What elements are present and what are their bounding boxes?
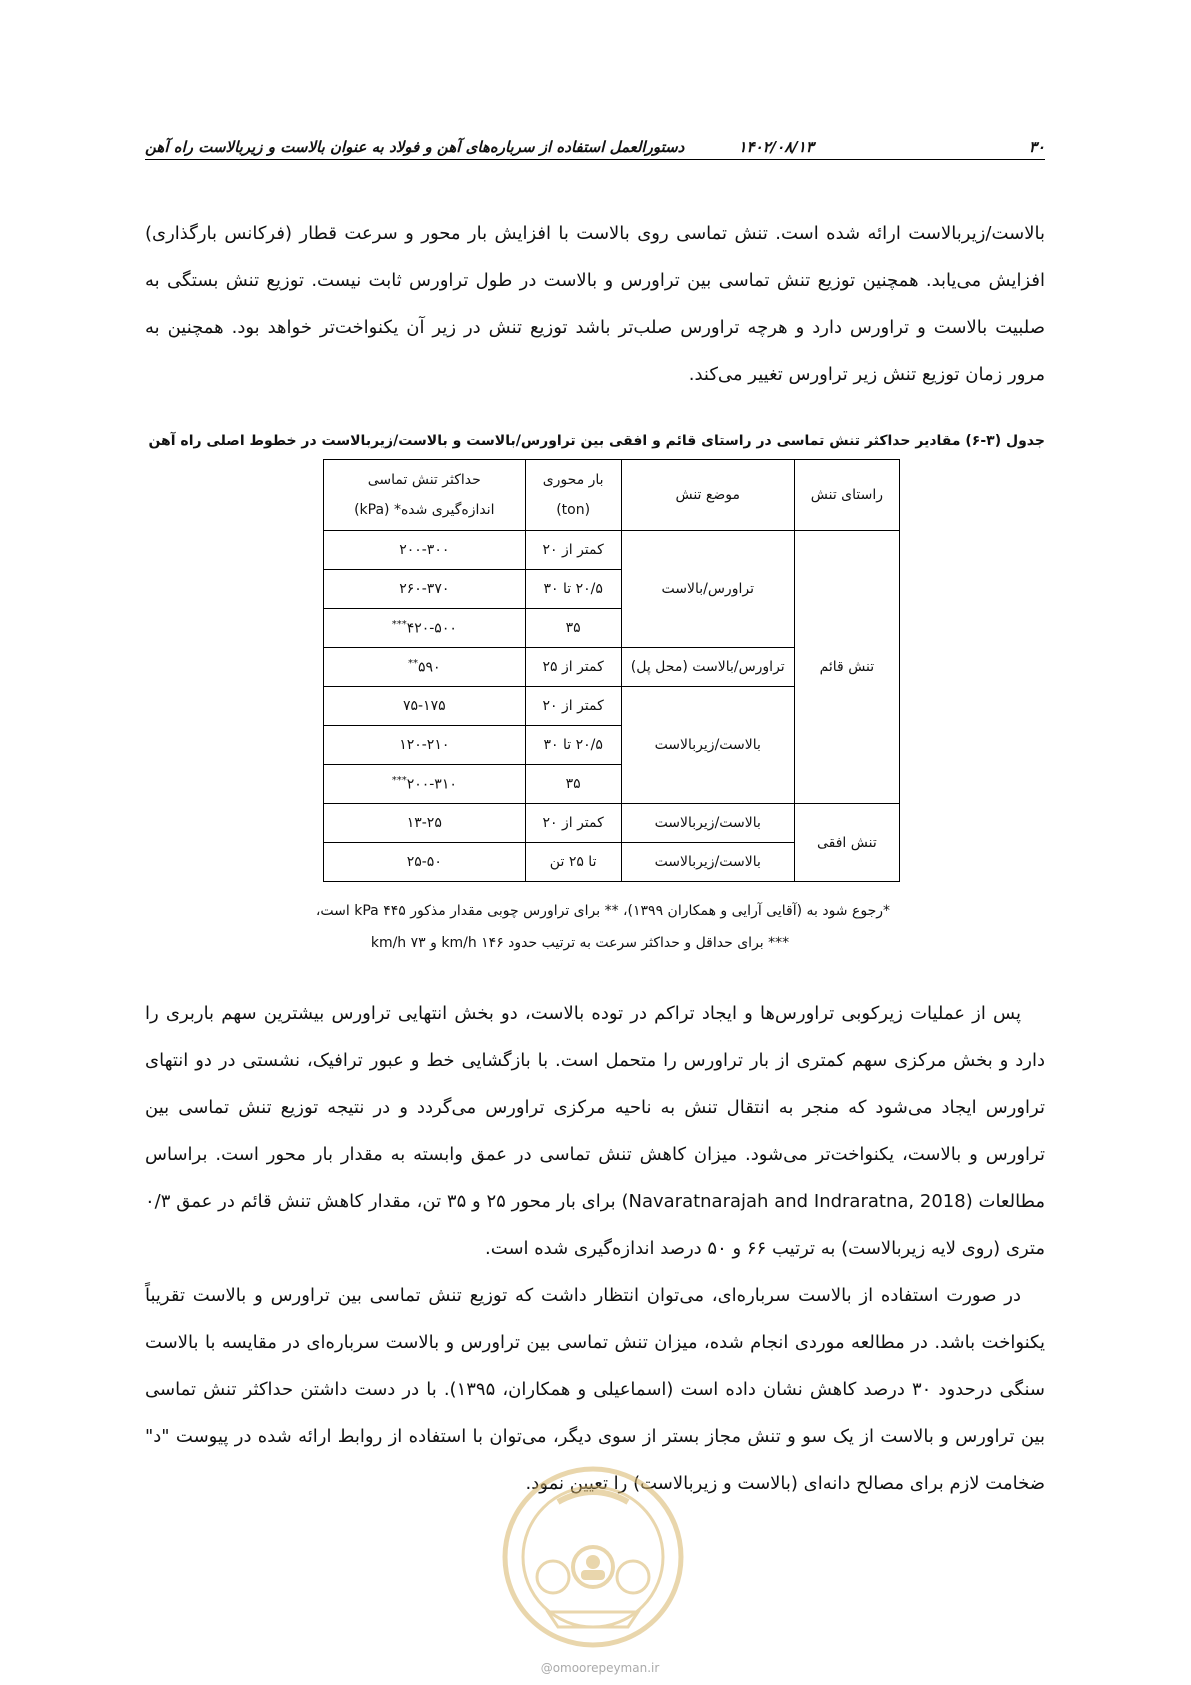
cell-axle: کمتر از ۲۰	[525, 531, 621, 570]
max-value: ۷۵-۱۷۵	[402, 698, 446, 714]
footnote-mark: ***	[391, 775, 407, 787]
cell-max	[324, 765, 526, 804]
cell-max	[324, 687, 526, 726]
table-footnote-2: *** برای حداقل و حداکثر سرعت به ترتیب حدود ۱۴۶ km/h و ۷۳ km/h	[370, 935, 790, 951]
cell-ballast-subballast: بالاست/زیربالاست	[621, 687, 794, 804]
cell-axle: ۲۰/۵ تا ۳۰	[525, 570, 621, 609]
header-location: موضع تنش	[621, 460, 794, 531]
cell-vertical-stress: تنش قائم	[794, 531, 899, 804]
paragraph-3: در صورت استفاده از بالاست سرباره‌ای، می‌توان انتظار داشت که توزیع تنش تماسی بین تراورس و بالاست تقریباً یکنواخت باشد. در مطالعه موردی انجام شده، میزان تنش تماسی بین تراورس و بالاست سرباره‌ای در مقایسه با بالاست سنگی درحدود ۳۰ درصد کاهش نشان داده است (اسماعیلی و همکاران، ۱۳۹۵). با در دست داشتن حداکثر تنش تماسی بین تراورس و بالاست از یک سو و تنش مجاز بستر از سوی دیگر، می‌توان با استفاده از روابط ارائه شده در پیوست "د" ضخامت لازم برای مصالح دانه‌ای (بالاست و زیربالاست) را تعیین نمود.	[145, 1285, 1045, 1494]
max-value: ۲۰۰-۳۰۰	[399, 542, 450, 558]
table-footnote-1: *رجوع شود به (آقایی آرایی و همکاران ۱۳۹۹)، ** برای تراورس چوبی مقدار مذکور ۴۴۵ kPa است،	[315, 903, 890, 919]
cell-sleeper-ballast-bridge: تراورس/بالاست (محل پل)	[621, 648, 794, 687]
paragraph-1: بالاست/زیربالاست ارائه شده است. تنش تماسی روی بالاست با افزایش بار محور و سرعت قطار (فرکانس بارگذاری) افزایش می‌یابد. همچنین توزیع تنش تماسی بین تراورس و بالاست در طول تراورس ثابت نیست. توزیع تنش بستگی به صلبیت بالاست و تراورس دارد و هرچه تراورس صلب‌تر باشد توزیع تنش در زیر آن یکنواخت‌تر خواهد بود. همچنین به مرور زمان توزیع تنش زیر تراورس تغییر می‌کند.	[145, 223, 1045, 385]
max-value: ۴۲۰-۵۰۰	[406, 620, 457, 637]
cell-max	[324, 804, 526, 843]
cell-max	[324, 726, 526, 765]
header-axle	[525, 460, 621, 531]
page-header	[145, 130, 1045, 160]
cell-ballast-subballast-h2: بالاست/زیربالاست	[621, 843, 794, 882]
header-direction: راستای تنش	[794, 460, 899, 531]
cell-horizontal-stress: تنش افقی	[794, 804, 899, 882]
watermark-site: @omoorepeyman.ir	[540, 1661, 660, 1675]
max-value: ۲۵-۵۰	[406, 854, 442, 870]
cell-axle: تا ۲۵ تن	[525, 843, 621, 882]
cell-max	[324, 648, 526, 687]
table-row	[324, 804, 900, 843]
cell-axle: کمتر از ۲۵	[525, 648, 621, 687]
max-value: ۱۲۰-۲۱۰	[399, 737, 450, 753]
table-header-row	[324, 460, 900, 531]
paragraph-2: پس از عملیات زیرکوبی تراورس‌ها و ایجاد تراکم در توده بالاست، دو بخش انتهایی تراورس بیشترین سهم باربری را دارد و بخش مرکزی سهم کمتری از بار تراورس را متحمل است. با بازگشایی خط و عبور ترافیک، نشستی در دو انتهای تراورس ایجاد می‌شود که منجر به انتقال تنش به ناحیه مرکزی تراورس می‌گردد و در نتیجه توزیع تنش تماسی بین تراورس و بالاست، یکنواخت‌تر می‌شود. میزان کاهش تنش تماسی در عمق وابسته به مقدار بار محور است. براساس مطالعات (Navaratnarajah and Indraratna, 2018) برای بار محور ۲۵ و ۳۵ تن، مقدار کاهش تنش قائم در عمق ۰/۳ متری (روی لایه زیربالاست) به ترتیب ۶۶ و ۵۰ درصد اندازه‌گیری شده است.	[145, 1003, 1045, 1259]
header-date: ۱۴۰۲/۰۸/۱۳	[738, 138, 814, 156]
cell-axle: ۳۵	[525, 609, 621, 648]
cell-max	[324, 531, 526, 570]
table-caption: جدول (۳-۶) مقادیر حداکثر تنش تماسی در راستای قائم و افقی بین تراورس/بالاست و بالاست/زیربالاست در خطوط اصلی راه آهن	[148, 433, 1045, 449]
cell-axle: ۳۵	[525, 765, 621, 804]
seal-watermark-icon	[498, 1462, 688, 1652]
max-value: ۵۹۰	[418, 659, 441, 676]
max-value: ۲۰۰-۳۱۰	[406, 776, 457, 793]
cell-ballast-subballast-h1: بالاست/زیربالاست	[621, 804, 794, 843]
table-row	[324, 531, 900, 570]
cell-sleeper-ballast: تراورس/بالاست	[621, 531, 794, 648]
header-axle-line2: (ton)	[556, 502, 591, 518]
max-value: ۱۳-۲۵	[406, 815, 442, 831]
page-number: ۳۰	[1028, 138, 1045, 156]
max-value: ۲۶۰-۳۷۰	[399, 581, 450, 597]
cell-axle: کمتر از ۲۰	[525, 687, 621, 726]
cell-axle: ۲۰/۵ تا ۳۰	[525, 726, 621, 765]
cell-axle: کمتر از ۲۰	[525, 804, 621, 843]
footnote-mark: ***	[391, 619, 407, 631]
header-max-line1: حداکثر تنش تماسی	[367, 472, 481, 488]
stress-table	[323, 459, 900, 882]
header-max-stress	[324, 460, 526, 531]
header-max-line2: اندازه‌گیری شده* (kPa)	[354, 502, 495, 518]
cell-max	[324, 843, 526, 882]
cell-max	[324, 570, 526, 609]
header-title: دستورالعمل استفاده از سرباره‌های آهن و فولاد به عنوان بالاست و زیربالاست راه آهن	[145, 138, 685, 156]
cell-max	[324, 609, 526, 648]
header-axle-line1: بار محوری	[542, 472, 604, 488]
footnote-mark: **	[408, 658, 418, 670]
